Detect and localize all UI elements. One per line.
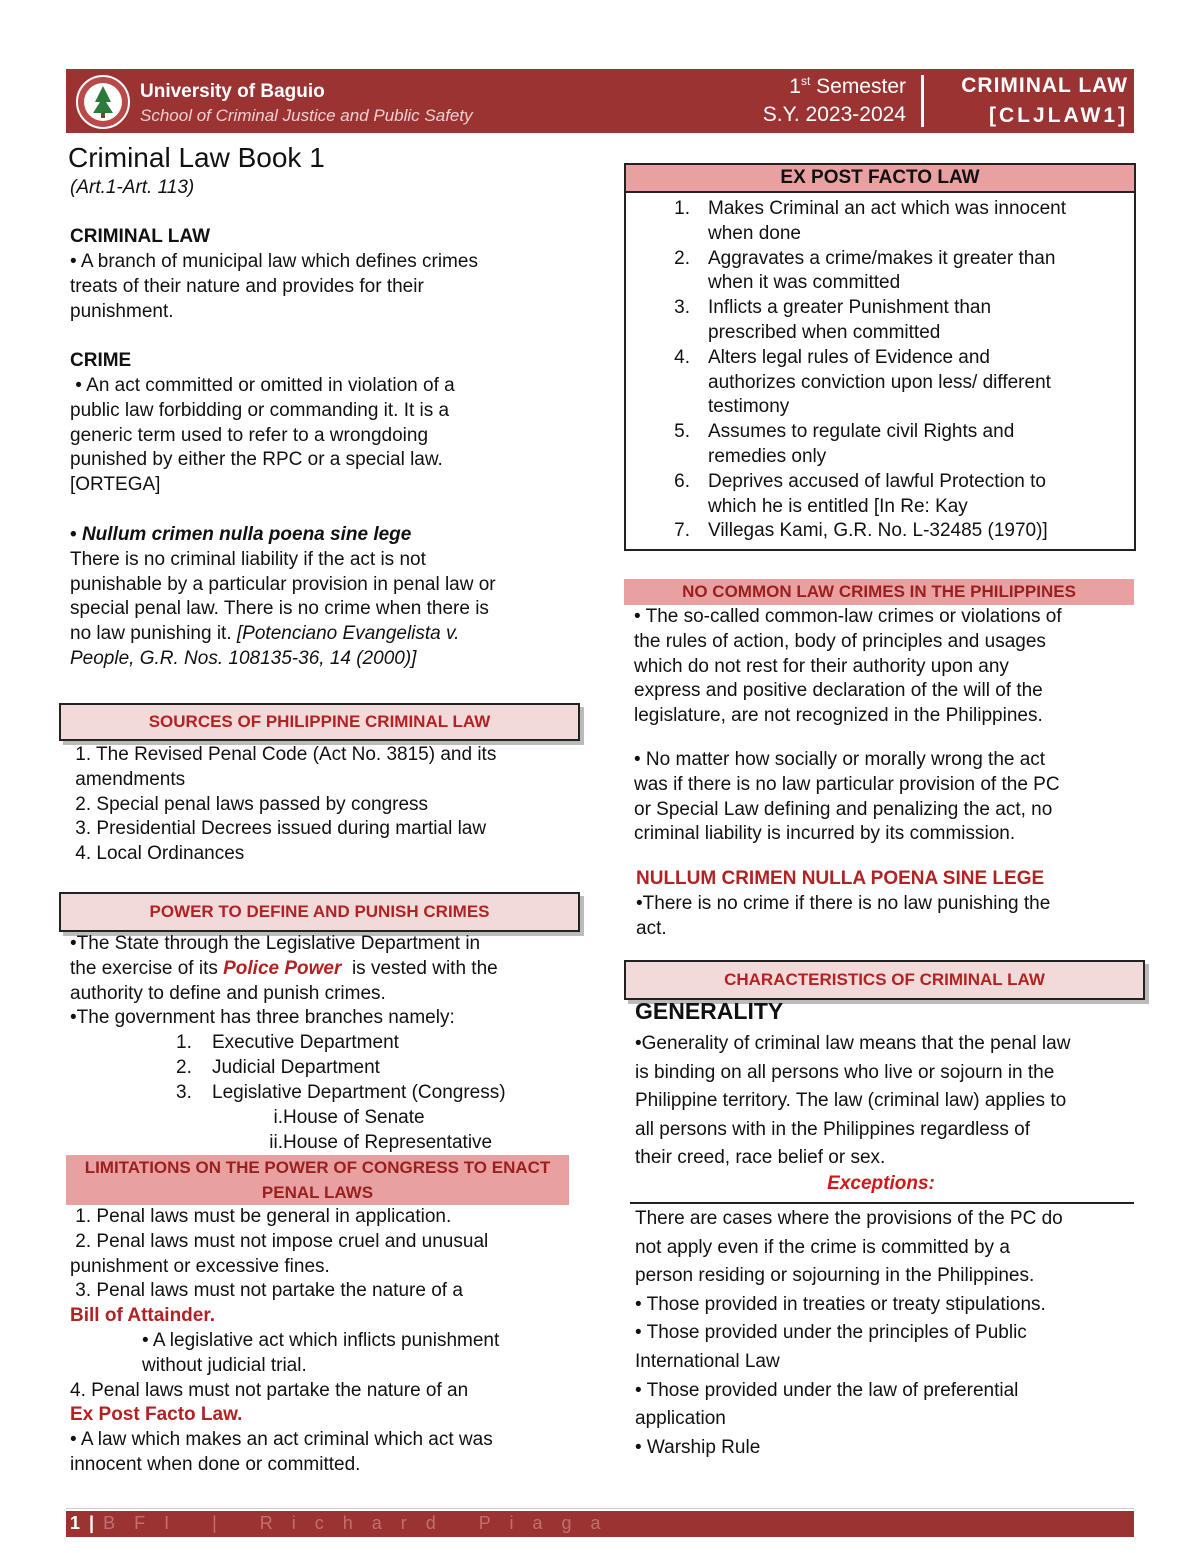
page-header [66,69,1134,133]
crime-heading: CRIME [70,350,132,371]
nullum-crimen-text-right: •There is no crime if there is no law punishing the act. [636,893,1051,939]
list-item: 4. Alters legal rules of Evidence and authorizes conviction upon less/ different testimony [674,346,1051,418]
criminal-law-heading: CRIMINAL LAW [70,226,211,247]
no-common-law-text-2: • No matter how socially or morally wrong the act was if there is no law particular provision of the PC or Special Law defining and penalizing the act, no criminal liability is incurred by its commission. [634,749,1060,845]
school-name: School of Criminal Justice and Public Safety [140,106,473,125]
crime-definition: • An act committed or omitted in violation of a public law forbidding or commanding it. It is a generic term used to refer to a wrongdoing punished by either the RPC or a special law. [ORTEGA] [70,375,455,496]
course-code: [CLJLAW1] [989,104,1128,127]
nullum-crimen-block: • Nullum crimen nulla poena sine lege There is no criminal liability if the act is not punishable by a particular provision in penal law or special penal law. There is no crime when there is no law punishing it. [Potenciano Evangelista v. People, G.R. Nos. 108135-36, 14 (2000)] [70,524,496,669]
footer-divider [66,1508,1134,1509]
university-name: University of Baguio [140,81,325,102]
limitations-list: 1. Penal laws must be general in application. 2. Penal laws must not impose cruel and unusual punishment or excessive fines. 3. Penal laws must not partake the nature of a Bill of Attainder. • A legislative act which inflicts punishment without judicial trial. 4. Penal laws must not partake the nature of an Ex Post Facto Law. • A law which makes an act criminal which act was innocent when done or committed. [70,1206,500,1475]
sources-list: 1. The Revised Penal Code (Act No. 3815) and its amendments 2. Special penal laws passed by congress 3. Presidential Decrees issued during martial law 4. Local Ordinances [70,744,497,865]
document-subtitle: (Art.1-Art. 113) [70,177,195,198]
university-seal-logo [76,75,130,129]
course-title: CRIMINAL LAW [961,74,1128,97]
power-text: •The State through the Legislative Department in the exercise of its Police Power is vested with the authority to define and punish crimes. •The government has three branches namely: [70,933,498,1029]
list-item: 3. Legislative Department (Congress) [176,1081,506,1103]
ex-post-facto-term: Ex Post Facto Law. [70,1404,243,1426]
nullum-heading: Nullum crimen nulla poena sine lege [81,524,412,545]
characteristics-heading-box: CHARACTERISTICS OF CRIMINAL LAW [624,960,1145,1000]
generality-text: •Generality of criminal law means that the penal law is binding on all persons who live or sojourn in the Philippine territory. The law (criminal law) applies to all persons with in the Philippines regardless of their creed, race belief or sex. [635,1033,1071,1169]
list-item: 5. Assumes to regulate civil Rights and remedies only [674,421,1015,467]
footer-text: 1 | B F I | R i c h a r d P i a g a [70,1513,608,1533]
header-divider [921,75,924,127]
generality-heading: GENERALITY [635,998,784,1024]
school-year: S.Y. 2023-2024 [762,103,906,126]
list-item: 2. Aggravates a crime/makes it greater than when it was committed [674,247,1056,294]
bill-of-attainder-term: Bill of Attainder. [70,1305,215,1327]
list-item: i.House of Senate [273,1107,425,1128]
nullum-crimen-heading-right: NULLUM CRIMEN NULLA POENA SINE LEGE [636,868,1045,889]
list-item: ii.House of Representative [269,1131,493,1153]
list-item: 1. Makes Criminal an act which was innocent when done [674,198,1066,244]
police-power-term: Police Power [223,957,342,979]
ex-post-facto-list [626,193,1134,544]
exceptions-text: There are cases where the provisions of the PC do not apply even if the crime is committed by a person residing or sojourning in the Philippines. • Those provided in treaties or treaty stipulations. • Those provided under the principles of Public International Law • Those provided under the law of preferential application • Warship Rule [635,1208,1063,1458]
list-item: 1. Executive Department [176,1032,399,1053]
semester-label: 1st Semester [789,74,906,98]
no-common-law-text: • The so-called common-law crimes or violations of the rules of action, body of principles and usages which do not rest for their authority upon any express and positive declaration of the will of the legislature, are not recognized in the Philippines. [634,606,1062,727]
document-title: Criminal Law Book 1 [68,142,325,173]
list-item: 3. Inflicts a greater Punishment than prescribed when committed [674,297,992,343]
list-item: 2. Judicial Department [176,1056,380,1078]
list-item: 6. Deprives accused of lawful Protection to which he is entitled [In Re: Kay [674,470,1046,517]
list-item: 7. Villegas Kami, G.R. No. L-32485 (1970)] [674,520,1048,542]
power-heading-box: POWER TO DEFINE AND PUNISH CRIMES [59,892,580,932]
limitations-heading-box: LIMITATIONS ON THE POWER OF CONGRESS TO ENACT PENAL LAWS [66,1155,569,1205]
criminal-law-definition: • A branch of municipal law which defines crimes treats of their nature and provides for their punishment. [70,251,478,322]
houses-list [228,1106,492,1156]
page-number: 1 | [70,1513,104,1533]
exceptions-divider [630,1202,1134,1204]
page-footer [66,1511,1134,1537]
sources-heading-box: SOURCES OF PHILIPPINE CRIMINAL LAW [59,703,580,741]
ex-post-facto-table [624,163,1136,551]
exceptions-heading: Exceptions: [827,1173,935,1194]
branches-list [176,1031,506,1105]
ex-post-facto-heading: EX POST FACTO LAW [626,165,1134,193]
no-common-law-heading-box: NO COMMON LAW CRIMES IN THE PHILIPPINES [624,579,1134,605]
